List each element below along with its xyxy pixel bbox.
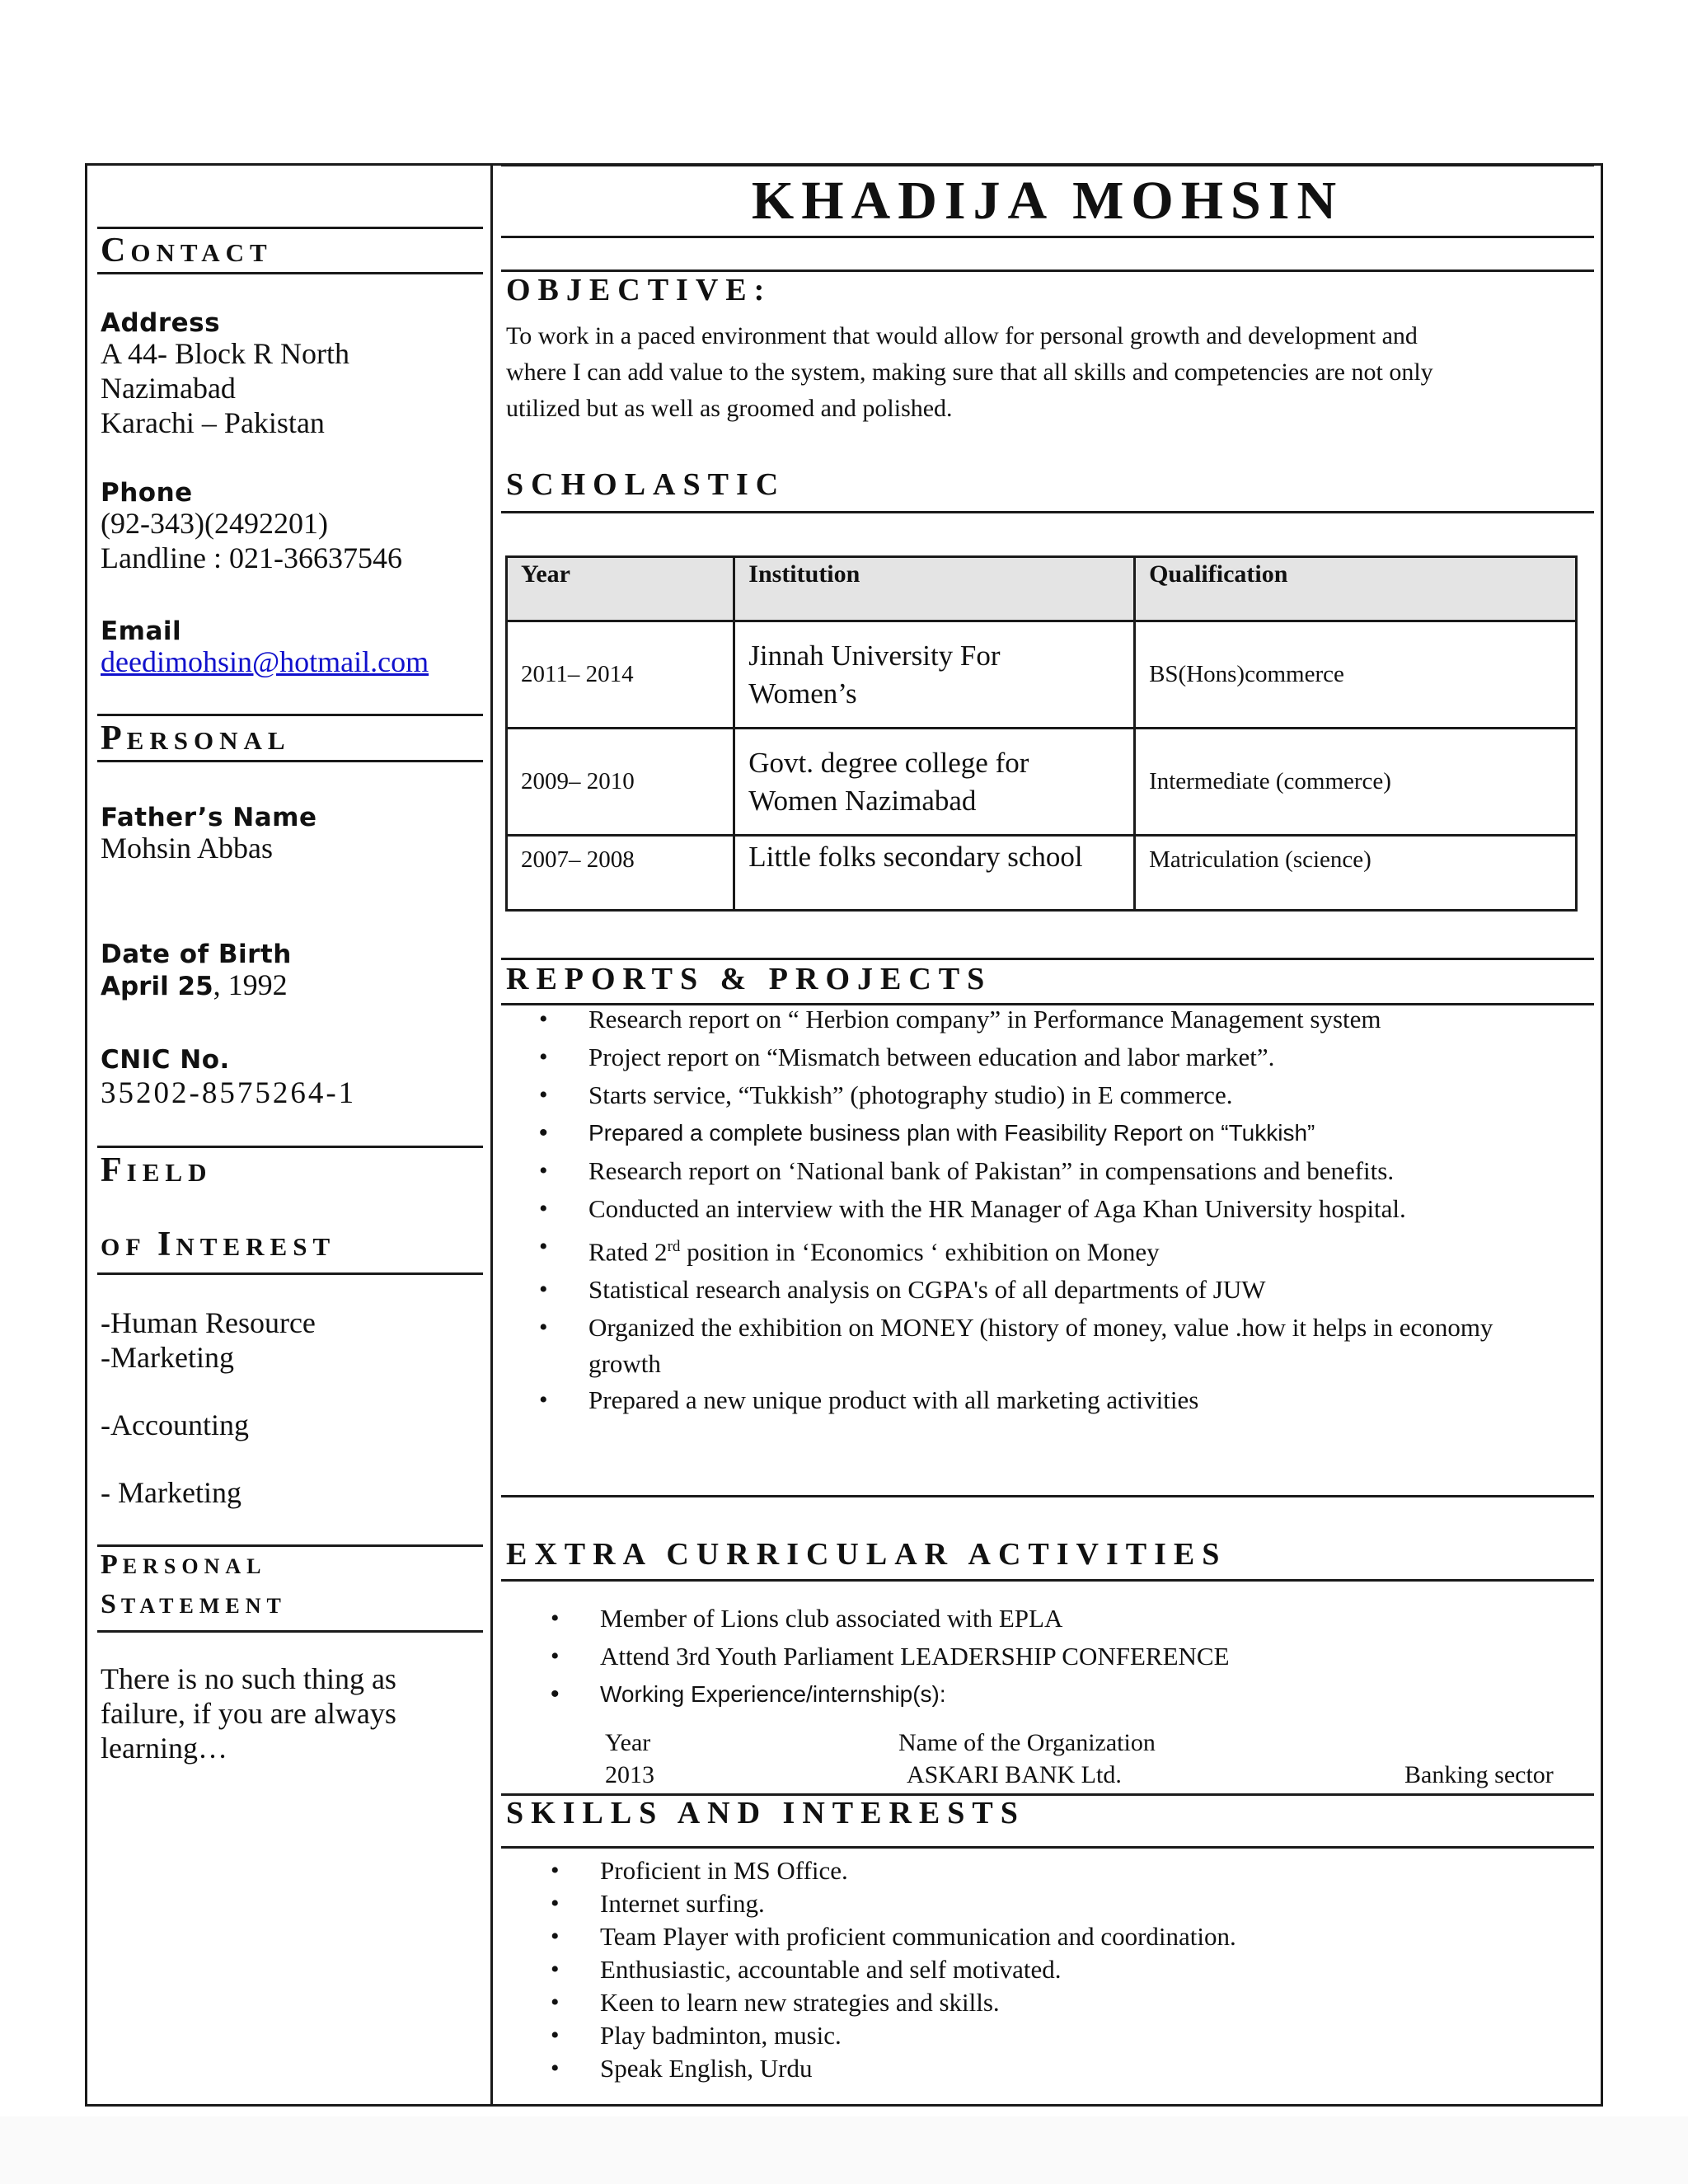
- interest-item: -Accounting: [101, 1408, 249, 1441]
- institution-cell: Little folks secondary school: [734, 836, 1135, 911]
- email-link[interactable]: deedimohsin@hotmail.com: [101, 645, 429, 678]
- qualification-cell: BS(Hons)commerce: [1135, 621, 1577, 729]
- list-item: • Play badminton, music.: [600, 2019, 1581, 2052]
- institution-cell: Govt. degree college for Women Nazimabad: [734, 729, 1135, 836]
- rule: [501, 511, 1594, 513]
- cnic-label: CNIC No.: [101, 1045, 230, 1075]
- rule: [501, 163, 1594, 166]
- cnic-value: 35202-8575264-1: [101, 1076, 357, 1110]
- list-item: • Project report on “Mismatch between education and labor market”.: [588, 1039, 1578, 1076]
- rule: [501, 236, 1594, 238]
- skills-list: [600, 1854, 1581, 2085]
- reports-heading: REPORTS & PROJECTS: [506, 962, 992, 996]
- list-item: • Proficient in MS Office.: [600, 1854, 1581, 1887]
- institution-cell: Jinnah University For Women’s: [734, 621, 1135, 729]
- address-line: Nazimabad: [101, 372, 236, 405]
- statement-line: learning…: [101, 1732, 227, 1765]
- interest-heading: OF INTEREST: [101, 1226, 336, 1263]
- rule: [501, 1579, 1594, 1582]
- list-item: • Enthusiastic, accountable and self motivated.: [600, 1953, 1581, 1986]
- interest-item: -Human Resource: [101, 1306, 316, 1339]
- list-item: • Conducted an interview with the HR Manager of Aga Khan University hospital.: [588, 1191, 1578, 1227]
- email-label: Email: [101, 616, 182, 646]
- column-header: Qualification: [1135, 557, 1577, 621]
- list-item: • Working Experience/internship(s):: [600, 1675, 1581, 1713]
- objective-line: To work in a paced environment that would allow for personal growth and development and: [506, 322, 1418, 349]
- list-item: • Prepared a complete business plan with Feasibility Report on “Tukkish”: [588, 1115, 1578, 1151]
- skills-heading: SKILLS AND INTERESTS: [506, 1796, 1025, 1830]
- work-year: 2013: [605, 1761, 654, 1788]
- list-item: • Statistical research analysis on CGPA's of all departments of JUW: [588, 1272, 1578, 1308]
- statement-line: There is no such thing as: [101, 1662, 396, 1695]
- rule: [97, 760, 483, 762]
- statement-heading: PERSONAL: [101, 1549, 267, 1580]
- extra-list: [600, 1600, 1581, 1713]
- year-cell: 2011– 2014: [507, 621, 734, 729]
- father-name-value: Mohsin Abbas: [101, 832, 274, 865]
- year-cell: 2009– 2010: [507, 729, 734, 836]
- address-line: Karachi – Pakistan: [101, 406, 325, 439]
- list-item: • Rated 2rd position in ‘Economics ‘ exhibition on Money: [588, 1229, 1578, 1270]
- rule: [501, 958, 1594, 960]
- rule: [97, 227, 483, 229]
- landline-number: Landline : 021-36637546: [101, 541, 402, 574]
- qualification-cell: Intermediate (commerce): [1135, 729, 1577, 836]
- column-header: Year: [507, 557, 734, 621]
- list-item: • Research report on ‘National bank of Pakistan” in compensations and benefits.: [588, 1153, 1578, 1189]
- reports-list: [588, 1001, 1578, 1420]
- list-item: • Attend 3rd Youth Parliament LEADERSHIP CONFERENCE: [600, 1638, 1581, 1675]
- list-item: • Keen to learn new strategies and skills.: [600, 1986, 1581, 2019]
- work-org: ASKARI BANK Ltd.: [907, 1761, 1122, 1788]
- scholastic-table: [505, 555, 1578, 912]
- table-row: [507, 621, 1577, 729]
- dob-value: April 25, 1992: [101, 968, 288, 1001]
- list-item: • Organized the exhibition on MONEY (history of money, value .how it helps in economy growth: [588, 1310, 1578, 1382]
- work-year-header: Year: [605, 1729, 651, 1756]
- father-name-label: Father’s Name: [101, 803, 317, 832]
- extra-heading: EXTRA CURRICULAR ACTIVITIES: [506, 1537, 1227, 1572]
- rule: [501, 1846, 1594, 1849]
- year-cell: 2007– 2008: [507, 836, 734, 911]
- personal-heading: PERSONAL: [101, 719, 291, 757]
- interest-item: - Marketing: [101, 1476, 241, 1509]
- work-sector: Banking sector: [1404, 1761, 1554, 1788]
- rule: [97, 714, 483, 716]
- field-heading: FIELD: [101, 1151, 213, 1189]
- objective-heading: OBJECTIVE:: [506, 273, 772, 307]
- rule: [97, 272, 483, 274]
- qualification-cell: Matriculation (science): [1135, 836, 1577, 911]
- rule: [97, 1544, 483, 1547]
- list-item: • Prepared a new unique product with all marketing activities: [588, 1382, 1578, 1418]
- phone-number: (92-343)(2492201): [101, 507, 328, 540]
- page-bottom-shade: [0, 2116, 1688, 2184]
- rule: [97, 1146, 483, 1148]
- statement-heading: STATEMENT: [101, 1589, 287, 1619]
- address-label: Address: [101, 308, 221, 338]
- list-item: • Research report on “ Herbion company” in Performance Management system: [588, 1001, 1578, 1038]
- list-item: • Member of Lions club associated with EPLA: [600, 1600, 1581, 1638]
- list-item: • Team Player with proficient communication and coordination.: [600, 1920, 1581, 1953]
- column-header: Institution: [734, 557, 1135, 621]
- statement-line: failure, if you are always: [101, 1697, 396, 1730]
- objective-line: where I can add value to the system, making sure that all skills and competencies are not only: [506, 359, 1433, 386]
- column-divider: [490, 163, 493, 2107]
- scholastic-heading: SCHOLASTIC: [506, 467, 786, 502]
- address-line: A 44- Block R North: [101, 337, 349, 370]
- list-item: • Internet surfing.: [600, 1887, 1581, 1920]
- rule: [501, 1495, 1594, 1497]
- interest-item: -Marketing: [101, 1341, 234, 1374]
- rule: [97, 1272, 483, 1275]
- table-row: [507, 836, 1577, 911]
- rule: [97, 1630, 483, 1633]
- list-item: • Speak English, Urdu: [600, 2052, 1581, 2085]
- phone-label: Phone: [101, 478, 193, 508]
- table-header-row: [507, 557, 1577, 621]
- dob-label: Date of Birth: [101, 940, 292, 969]
- contact-heading: CONTACT: [101, 232, 273, 269]
- candidate-name: KHADIJA MOHSIN: [751, 171, 1344, 231]
- table-row: [507, 729, 1577, 836]
- list-item: • Starts service, “Tukkish” (photography studio) in E commerce.: [588, 1077, 1578, 1113]
- work-org-header: Name of the Organization: [898, 1729, 1156, 1756]
- objective-line: utilized but as well as groomed and polished.: [506, 395, 953, 422]
